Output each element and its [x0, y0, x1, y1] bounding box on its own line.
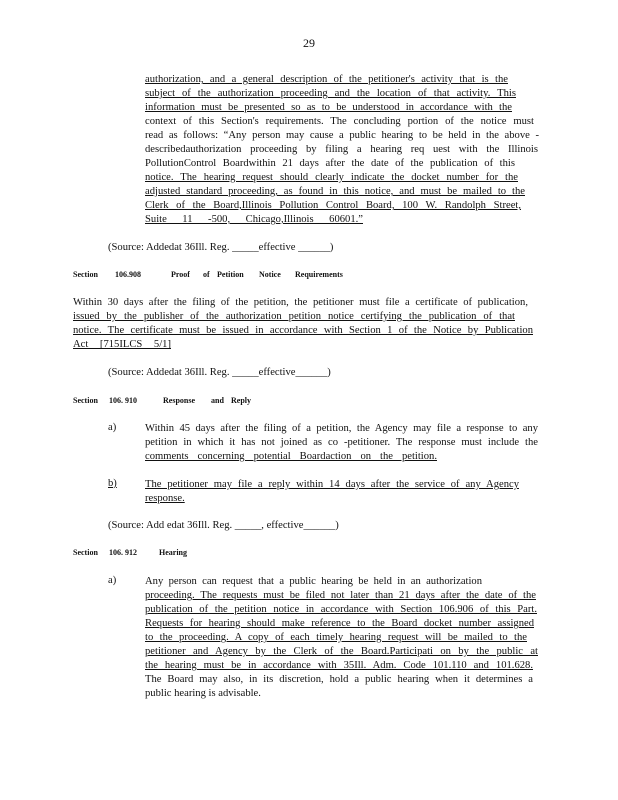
text-line: Suite 11 -500, Chicago,Illinois 60601.” [145, 214, 363, 225]
item-label: a) [108, 422, 117, 433]
text-line: publication of the petition notice in accordance with Section 106.906 of this Part. [145, 604, 537, 615]
heading-section-label: Section [73, 270, 98, 279]
text-line: Clerk of the Board,Illinois Pollution Control Board, 100 W. Randolph Street, [145, 200, 521, 211]
text-line: authorization, and a general description of the petitioner's activity that is the [145, 74, 508, 85]
section-heading [73, 270, 355, 279]
text-line: subject of the authorization proceeding and the location of that activity. This [145, 88, 516, 99]
heading-number: 106.908 [115, 270, 141, 279]
heading-word: Proof [171, 270, 190, 279]
heading-word: Requirements [295, 270, 343, 279]
text-line: Within 30 days after the filing of the petition, the petitioner must file a certificate of publication, [73, 297, 528, 308]
text-line: public hearing is advisable. [145, 688, 261, 699]
text-line: response. [145, 493, 185, 504]
text-line: the hearing must be in accordance with 35Ill. Adm. Code 101.110 and 101.628. [145, 660, 533, 671]
heading-number: 106. 910 [109, 396, 137, 405]
heading-word: and [211, 396, 224, 405]
heading-number: 106. 912 [109, 548, 137, 557]
text-line: information must be presented so as to be understood in accordance with the [145, 102, 512, 113]
text-line: context of this Section's requirements. The concluding portion of the notice must [145, 116, 534, 127]
text-line: issued by the publisher of the authorization petition notice certifying the publication of that [73, 311, 515, 322]
page-number: 29 [303, 36, 315, 50]
text-line: proceeding. The requests must be filed not later than 21 days after the date of the [145, 590, 536, 601]
text-line: notice. The hearing request should clearly indicate the docket number for the [145, 172, 518, 183]
text-line: PollutionControl Boardwithin 21 days after the date of the publication of this [145, 158, 515, 169]
source-note: (Source: Addedat 36Ill. Reg. _____effective ______) [108, 242, 334, 253]
text-line: comments concerning potential Boardaction on the petition. [145, 451, 437, 462]
text-line: The petitioner may file a reply within 14 days after the service of any Agency [145, 479, 519, 490]
text-line: Requests for hearing should make reference to the Board docket number assigned [145, 618, 534, 629]
heading-word: Hearing [159, 548, 187, 557]
text-line: petitioner and Agency by the Clerk of the Board.Participati on by the public at [145, 646, 538, 657]
heading-word: Notice [259, 270, 281, 279]
heading-section-label: Section [73, 548, 98, 557]
item-label: b) [108, 478, 117, 489]
text-line: describedauthorization proceeding by filing a hearing req uest with the Illinois [145, 144, 538, 155]
heading-word: Response [163, 396, 196, 405]
text-line: Act [715ILCS 5/1] [73, 339, 171, 350]
section-heading [73, 396, 253, 405]
text-line: The Board may also, in its discretion, hold a public hearing when it determines a [145, 674, 533, 685]
text-line: petition in which it has not joined as co -petitioner. The response must include the [145, 437, 538, 448]
heading-word: of [203, 270, 210, 279]
heading-word: Petition [217, 270, 244, 279]
text-line: Within 45 days after the filing of a petition, the Agency may file a response to any [145, 423, 538, 434]
text-line: Any person can request that a public hearing be held in an authorization [145, 576, 482, 587]
text-line: to the proceeding. A copy of each timely hearing request will be mailed to the [145, 632, 527, 643]
text-line: notice. The certificate must be issued in accordance with Section 1 of the Notice by Publication [73, 325, 533, 336]
item-label: a) [108, 575, 117, 586]
text-line: adjusted standard proceeding, as found in this notice, and must be mailed to the [145, 186, 525, 197]
source-note: (Source: Addedat 36Ill. Reg. _____effective______) [108, 367, 331, 378]
heading-section-label: Section [73, 396, 98, 405]
section-heading [73, 548, 201, 557]
text-line: read as follows: “Any person may cause a public hearing to be held in the above - [145, 130, 539, 141]
source-note: (Source: Add edat 36Ill. Reg. _____, effective______) [108, 520, 339, 531]
heading-word: Reply [231, 396, 251, 405]
